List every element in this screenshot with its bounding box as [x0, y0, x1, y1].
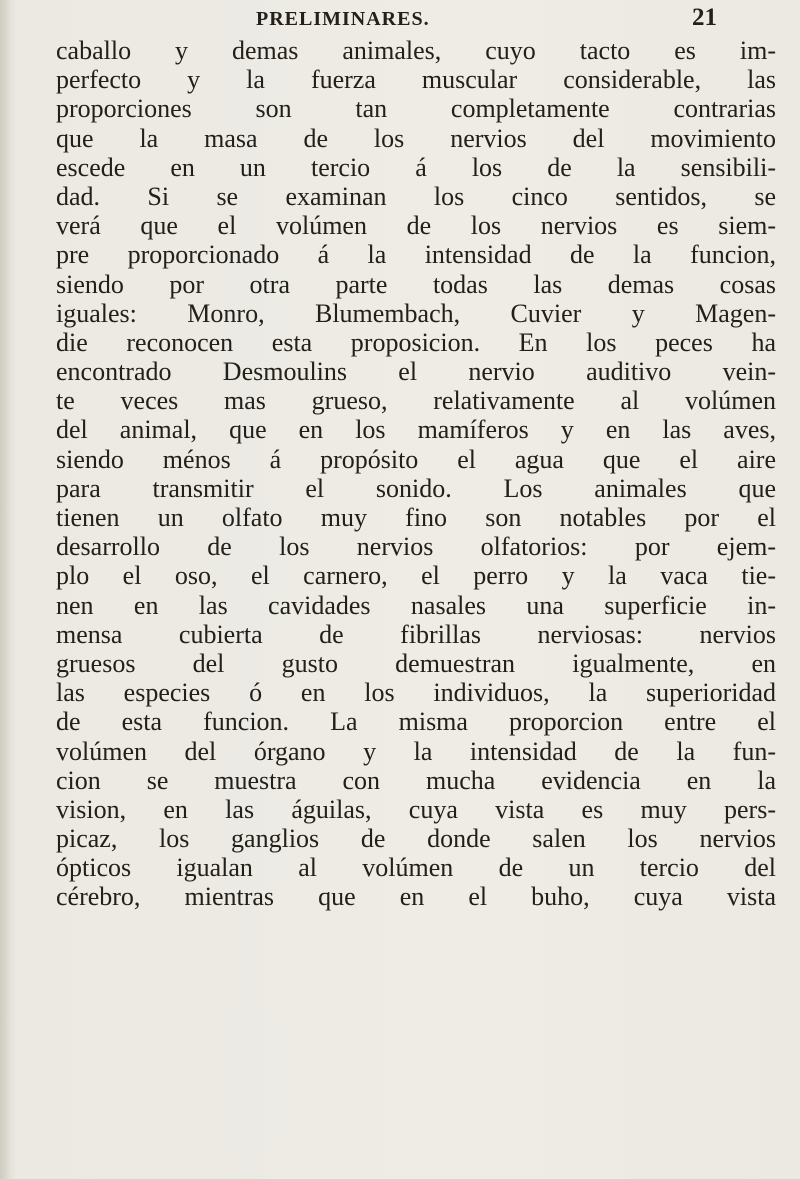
text-line: siendo ménos á propósito el agua que el aire: [56, 444, 776, 474]
text-line: mensa cubierta de fibrillas nerviosas: nervios: [56, 619, 776, 649]
text-line: iguales: Monro, Blumembach, Cuvier y Magen-: [56, 298, 776, 328]
text-line: nen en las cavidades nasales una superficie in-: [56, 590, 776, 620]
text-line: que la masa de los nervios del movimiento: [56, 123, 776, 153]
text-line: pre proporcionado á la intensidad de la funcion,: [56, 240, 776, 270]
text-line: volúmen del órgano y la intensidad de la fun-: [56, 736, 776, 766]
text-line: perfecto y la fuerza muscular considerable, las: [56, 65, 776, 95]
text-line: verá que el volúmen de los nervios es siem-: [56, 211, 776, 241]
text-line: tienen un olfato muy fino son notables por el: [56, 503, 776, 532]
text-line: del animal, que en los mamíferos y en las aves,: [56, 415, 776, 445]
text-line: caballo y demas animales, cuyo tacto es im-: [56, 36, 776, 65]
text-line: vision, en las águilas, cuya vista es muy pers-: [56, 794, 776, 824]
text-line: para transmitir el sonido. Los animales que: [56, 473, 776, 503]
page-number: 21: [692, 4, 717, 31]
page-header: [0, 4, 800, 36]
text-line: encontrado Desmoulins el nervio auditivo vein-: [56, 357, 776, 387]
text-line: te veces mas grueso, relativamente al volúmen: [56, 386, 776, 416]
text-line: desarrollo de los nervios olfatorios: por ejem-: [56, 532, 776, 562]
text-line: dad. Si se examinan los cinco sentidos, se: [56, 181, 776, 211]
text-line: siendo por otra parte todas las demas cosas: [56, 269, 776, 299]
page-gutter-shadow: [0, 0, 10, 1179]
text-line: gruesos del gusto demuestran igualmente, en: [56, 648, 776, 678]
text-line: die reconocen esta proposicion. En los peces ha: [56, 327, 776, 357]
text-line: de esta funcion. La misma proporcion entre el: [56, 707, 776, 737]
body-text: [56, 36, 776, 912]
text-line: escede en un tercio á los de la sensibili-: [56, 152, 776, 182]
text-line: cion se muestra con mucha evidencia en la: [56, 765, 776, 795]
text-line: picaz, los ganglios de donde salen los nervios: [56, 824, 776, 854]
running-head: PRELIMINARES.: [256, 8, 430, 30]
text-line: las especies ó en los individuos, la superioridad: [56, 678, 776, 708]
text-line: proporciones son tan completamente contrarias: [56, 94, 776, 124]
text-line: plo el oso, el carnero, el perro y la vaca tie-: [56, 561, 776, 591]
text-line: ópticos igualan al volúmen de un tercio del: [56, 853, 776, 883]
text-line: cérebro, mientras que en el buho, cuya vista: [56, 882, 776, 912]
